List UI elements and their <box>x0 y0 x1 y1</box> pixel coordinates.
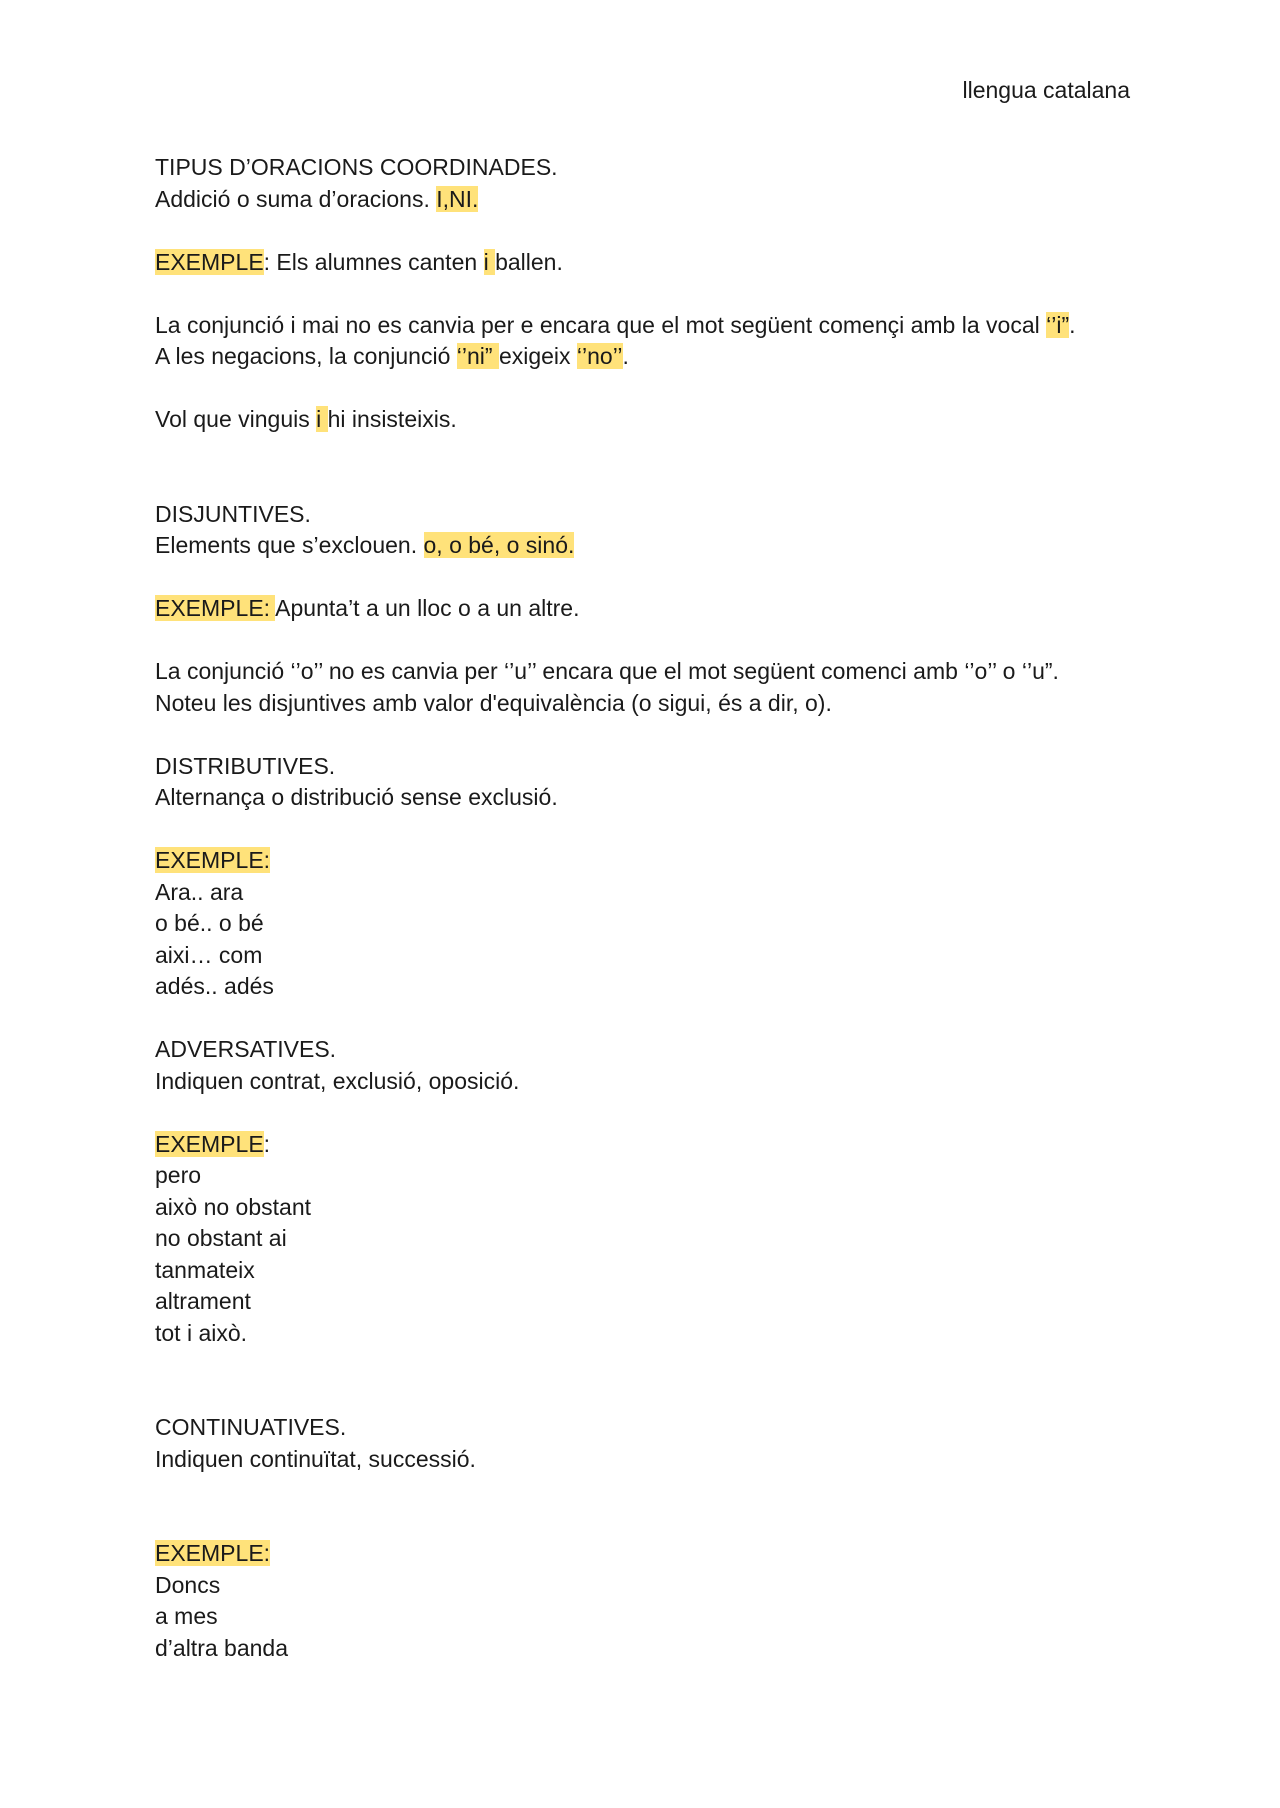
continuatives-example <box>155 1538 1135 1570</box>
coordinades-example-2 <box>155 404 1135 436</box>
text-run: La conjunció i mai no es canvia per e encara que el mot següent començi amb la vocal <box>155 311 1047 338</box>
section-title-distributives: DISTRIBUTIVES. <box>155 752 336 779</box>
list-item: d’altra banda <box>155 1634 288 1661</box>
text-run: : Els alumnes canten <box>263 248 484 275</box>
adversatives-example <box>155 1129 1135 1161</box>
list-item: Doncs <box>155 1571 221 1598</box>
example-label: EXEMPLE: <box>155 1540 271 1566</box>
continuatives-description: Indiquen continuïtat, successió. <box>155 1445 476 1472</box>
highlighted-vowel: ‘’i” <box>1046 311 1070 338</box>
page-header: llengua catalana <box>962 77 1130 103</box>
distributives-example <box>155 845 1135 877</box>
example-label: EXEMPLE: <box>155 847 271 873</box>
list-item: Ara.. ara <box>155 878 244 905</box>
section-title-continuatives: CONTINUATIVES. <box>155 1414 347 1440</box>
section-title-adversatives: ADVERSATIVES. <box>155 1036 337 1062</box>
distributives-description: Alternança o distribució sense exclusió. <box>155 784 558 810</box>
text-run: ballen. <box>495 248 563 275</box>
list-item: o bé.. o bé <box>155 910 264 936</box>
adversatives-description: Indiquen contrat, exclusió, oposició. <box>155 1067 520 1094</box>
text-run: Elements que s’exclouen. <box>155 532 424 558</box>
text-run: . <box>1069 311 1076 338</box>
text-run: exigeix <box>498 343 577 369</box>
text-run: . <box>622 343 629 369</box>
list-item: tot i això. <box>155 1319 248 1346</box>
list-item: tanmateix <box>155 1256 255 1283</box>
list-item: aixi… com <box>155 941 263 968</box>
text-run: Vol que vinguis <box>155 406 317 432</box>
coordinades-note-1 <box>155 310 1135 342</box>
coordinades-description <box>155 184 1135 216</box>
list-item: adés.. adés <box>155 973 274 999</box>
section-title-coordinades: TIPUS D’ORACIONS COORDINADES. <box>155 154 558 180</box>
text-run: : <box>263 1130 271 1157</box>
text-run: Apunta’t a un lloc o a un altre. <box>275 595 580 621</box>
text-run: A les negacions, la conjunció <box>155 343 457 369</box>
text-run: Addició o suma d’oracions. <box>155 185 437 212</box>
highlighted-no: ‘’no’’ <box>576 343 623 369</box>
highlighted-conjunctions: o, o bé, o sinó. <box>423 532 575 558</box>
disjuntives-description <box>155 530 1135 562</box>
highlighted-conjunction: i <box>316 406 328 432</box>
list-item: això no obstant <box>155 1193 312 1220</box>
disjuntives-note-2: Noteu les disjuntives amb valor d'equivalència (o sigui, és a dir, o). <box>155 689 832 716</box>
list-item: pero <box>155 1162 202 1188</box>
document-body <box>155 152 1135 1664</box>
example-label: EXEMPLE: <box>155 595 276 621</box>
disjuntives-note-1: La conjunció ‘’o’’ no es canvia per ‘’u’’ encara que el mot següent comenci amb ‘’o’’ o ‘’u”. <box>155 658 1059 684</box>
highlighted-conjunction: i <box>483 248 496 275</box>
list-item: no obstant ai <box>155 1225 287 1251</box>
text-run: hi insisteixis. <box>327 406 457 432</box>
highlighted-conjunctions: I,NI. <box>436 185 479 212</box>
highlighted-ni: ‘’ni” <box>456 343 499 369</box>
example-label: EXEMPLE <box>155 248 264 275</box>
disjuntives-example <box>155 593 1135 625</box>
list-item: altrament <box>155 1288 251 1314</box>
list-item: a mes <box>155 1603 218 1629</box>
section-title-disjuntives: DISJUNTIVES. <box>155 500 311 527</box>
example-label: EXEMPLE <box>155 1130 264 1157</box>
coordinades-example <box>155 247 1135 279</box>
coordinades-note-2 <box>155 341 1135 373</box>
